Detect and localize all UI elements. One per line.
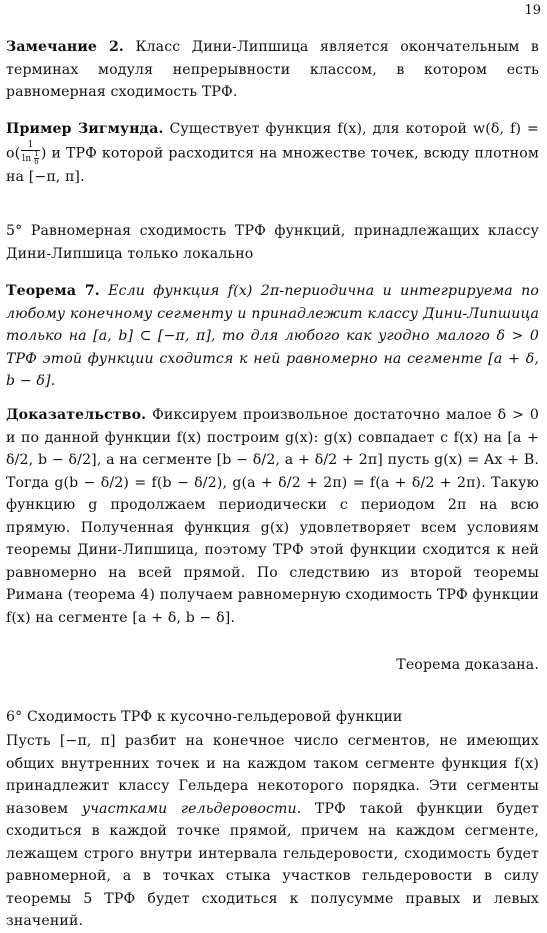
zygmund-paragraph bbox=[6, 118, 539, 188]
section-5-heading: 5° Равномерная сходимость ТРФ функций, принадлежащих классу Дини-Липшица только локально bbox=[6, 223, 539, 262]
theorem-7-text: Если функция f(x) 2π-периодична и интегрируема по любому конечному сегменту и принадлежит классу Дини-Липшица только на [a, b] ⊂ [−π, π], то для любого как угодно малого δ > 0 ТРФ этой функции сходится к ней равномерно на сегменте [a + δ, b − δ]. bbox=[6, 283, 540, 389]
proof-title: Доказательство. bbox=[6, 407, 147, 423]
remark-paragraph bbox=[6, 36, 539, 104]
section-6-italic-term: участками гельдеровости. bbox=[81, 800, 302, 817]
remark-text: Класс Дини-Липшица является окончательным в терминах модуля непрерывности классом, в котором есть равномерная сходимость ТРФ. bbox=[6, 39, 540, 100]
inner-denominator: δ bbox=[34, 157, 39, 166]
section-6-heading: 6° Сходимость ТРФ к кусочно-гельдеровой функции bbox=[6, 709, 403, 725]
theorem-7-paragraph bbox=[6, 280, 539, 393]
zygmund-text-2: ) и ТРФ которой расходится на множестве точек, всюду плотном на [−π, π]. bbox=[6, 145, 539, 185]
remark-title: Замечание 2. bbox=[6, 39, 124, 55]
inner-numerator: 1 bbox=[34, 149, 39, 158]
zygmund-fraction bbox=[21, 141, 40, 166]
proof-paragraph bbox=[6, 404, 539, 629]
page-number: 19 bbox=[524, 3, 541, 18]
proof-end: Теорема доказана. bbox=[396, 657, 539, 673]
fraction-numerator: 1 bbox=[21, 141, 40, 151]
zygmund-text-1: Существует функция f(x), для которой w(δ, f) = o( bbox=[6, 121, 539, 161]
inner-fraction bbox=[34, 151, 39, 166]
section-6-paragraph bbox=[6, 730, 539, 933]
section-6-text-2: ТРФ такой функции будет сходиться в каждой точке прямой, причем на каждом сегменте, лежащем строго внутри интервала гельдеровости, сходимость будет равномерной, а в точках стыка участков гельдеровости в силу теоремы 5 ТРФ будет сходиться к полусумме правых и левых значений. bbox=[6, 800, 539, 929]
proof-text: Фиксируем произвольное достаточно малое δ > 0 и по данной функции f(x) построим g(x): g(x) совпадает с f(x) на [a + δ/2, b − δ/2], а на сегменте [b − δ/2, a + δ/2 + 2π] пусть g(x) = Ax + B. Тогда g(b − δ/2) = f(b − δ/2), g(a + δ/2 + 2π) = f(a + δ/2 + 2π). Такую функцию g продолжаем периодически с периодом 2π на всю прямую. Полученная функция g(x) удовлетворяет всем условиям теоремы Дини-Липшица, поэтому ТРФ этой функции сходится к ней равномерно на всей прямой. По следствию из второй теоремы Римана (теорема 4) получаем равномерную сходимость ТРФ функции f(x) на сегменте [a + δ, b − δ]. bbox=[6, 407, 539, 626]
fraction-denominator bbox=[21, 151, 40, 166]
theorem-7-title: Теорема 7. bbox=[6, 283, 100, 299]
ln-label: ln bbox=[22, 153, 32, 164]
section-6-text-1: Пусть [−π, π] разбит на конечное число сегментов, не имеющих общих внутренних точек и на каждом таком сегменте функция f(x) принадлежит классу Гельдера некоторого порядка. Эти сегменты назовем bbox=[6, 733, 539, 817]
zygmund-title: Пример Зигмунда. bbox=[6, 121, 164, 137]
